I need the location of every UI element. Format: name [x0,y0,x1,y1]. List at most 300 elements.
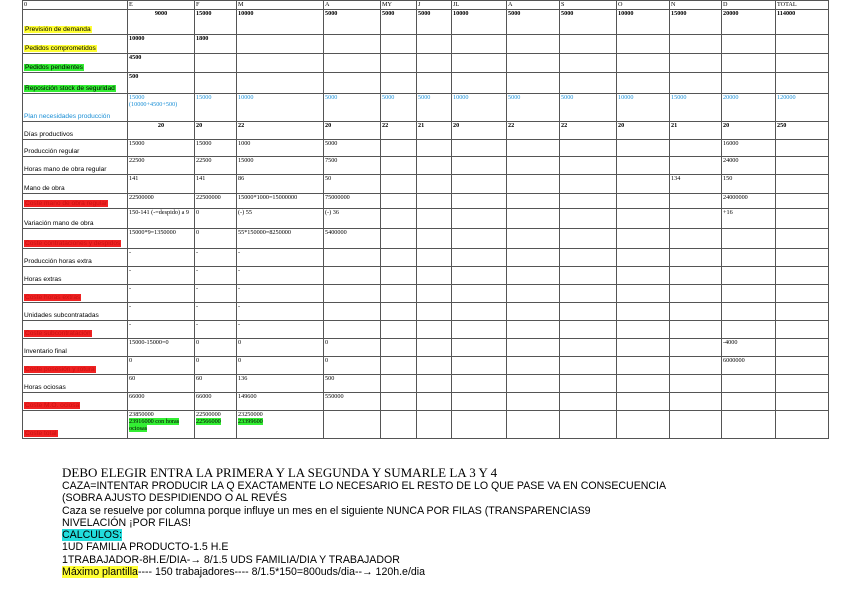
table-cell [381,35,417,54]
table-cell [195,175,237,194]
column-header: A [324,1,381,10]
table-cell [195,321,237,339]
column-header: JL [452,1,507,10]
table-cell [722,357,776,375]
cell-value: - [238,267,241,274]
table-cell [507,73,560,94]
table-row-costetotal [23,411,829,439]
table-cell [722,229,776,249]
table-cell [324,94,381,122]
table-cell [670,157,722,175]
cell-value: 0 [238,339,242,346]
table-cell [128,209,195,229]
table-row-invfinal [23,339,829,357]
row-label [23,10,128,35]
table-cell [617,249,670,267]
cell-value: 0 [196,229,200,236]
table-cell [560,303,617,321]
table-cell [776,73,829,94]
row-label [23,157,128,175]
table-cell [324,194,381,209]
cell-value: 22 [508,122,515,129]
table-cell [381,393,417,411]
table-cell [617,303,670,321]
cell-value: 0 [325,357,329,364]
cell-value: 10000 [453,10,469,17]
table-cell [417,157,452,175]
table-cell [128,140,195,157]
table-cell [452,194,507,209]
table-cell [776,35,829,54]
table-cell [452,375,507,393]
cell-value: - [196,321,199,328]
table-cell [324,393,381,411]
table-cell [452,209,507,229]
row-label-text: Producción regular [24,148,80,155]
table-cell [237,35,324,54]
table-cell [617,393,670,411]
table-cell [670,175,722,194]
row-label-text: Coste contrataciones y despidos [25,240,121,247]
table-cell [560,357,617,375]
table-cell [560,54,617,73]
table-cell [324,375,381,393]
table-cell [722,267,776,285]
cell-value: 5000 [561,10,574,17]
table-cell [776,10,829,35]
table-cell [324,285,381,303]
table-cell [560,209,617,229]
table-cell [237,285,324,303]
cell-value: 150-141 (-=despido) a 9 [129,209,190,216]
notes-line-trabajador: 1TRABAJADOR-8H.E/DIA-→ 8/1.5 UDS FAMILIA/DIA Y TRABAJADOR [62,553,400,566]
cell-value: - [196,267,199,274]
table-cell [128,157,195,175]
cell-value: 141 [196,175,206,182]
row-label [23,339,128,357]
table-cell [617,54,670,73]
table-cell [324,339,381,357]
table-cell [381,157,417,175]
notes-heading: DEBO ELEGIR ENTRA LA PRIMERA Y LA SEGUNDA Y SUMARLE LA 3 Y 4 [62,465,498,480]
cell-value: 120000 [777,94,796,101]
table-cell [617,375,670,393]
row-label-text: Plan necesidades producción [24,113,111,120]
cell-value: 15000*9=1350000 [129,229,176,236]
table-cell [417,285,452,303]
table-cell [776,209,829,229]
table-cell [670,411,722,439]
cell-value-highlight: 22566000 [196,418,221,425]
table-row-subcont [23,303,829,321]
table-cell [417,194,452,209]
table-cell [776,339,829,357]
table-cell [722,393,776,411]
row-label [23,285,128,303]
cell-value: 22 [561,122,568,129]
max-plantilla-text: ---- 150 trabajadores---- 8/1.5*150=800uds/dia--→ 120h.e/dia [137,566,426,579]
table-cell [560,249,617,267]
table-cell [617,229,670,249]
row-label-text: Pedidos pendientes [25,64,83,71]
cell-value: 7500 [325,157,338,164]
table-cell [128,175,195,194]
cell-value: 5000 [325,10,338,17]
table-cell [507,140,560,157]
cell-value: 5000 [508,94,521,101]
table-cell [776,122,829,140]
table-cell [381,209,417,229]
row-label-text: Horas mano de obra regular [24,166,107,173]
table-row-ociosas [23,375,829,393]
cell-value: 10000 [129,35,145,42]
cell-value: 66000 [129,393,145,400]
table-row-plan [23,94,829,122]
table-cell [237,157,324,175]
cell-value: 5000 [418,94,431,101]
table-cell [507,339,560,357]
table-cell [195,54,237,73]
table-cell [722,321,776,339]
cell-value: 0 [196,339,200,346]
table-row-costeocio [23,393,829,411]
cell-value: (-) 55 [238,209,252,216]
cell-value: 22 [382,122,389,129]
row-label-text: Coste horas extras [25,294,81,301]
table-cell [507,267,560,285]
row-label-text: Producción horas extra [24,258,92,265]
table-cell [670,249,722,267]
table-cell [324,303,381,321]
table-cell [381,140,417,157]
table-cell [381,267,417,285]
notes-calculos-heading: CALCULOS: [62,529,123,542]
table-cell [452,249,507,267]
table-cell [722,140,776,157]
table-cell [381,375,417,393]
column-header: S [560,1,617,10]
row-label-text: Pedidos comprometidos [25,45,96,52]
table-cell [324,249,381,267]
cell-value: 10000 [618,10,634,17]
cell-value: - [238,249,241,256]
table-cell [417,54,452,73]
table-cell [237,357,324,375]
table-cell [237,54,324,73]
cell-value: 5000 [382,10,395,17]
cell-value: 0 [196,357,200,364]
table-cell [560,94,617,122]
row-label-text: Horas extras [24,276,62,283]
row-label-text: Coste total [25,430,57,437]
cell-value: 10000 [618,94,634,101]
cell-value: - [129,249,132,256]
table-cell [670,321,722,339]
cell-value: 5400000 [325,229,347,236]
table-cell [324,321,381,339]
cell-value: 75000000 [325,194,350,201]
table-cell [195,339,237,357]
table-cell [417,411,452,439]
table-cell [507,285,560,303]
table-cell [381,321,417,339]
table-cell [670,285,722,303]
table-cell [560,35,617,54]
table-cell [381,194,417,209]
table-cell [324,157,381,175]
table-cell [452,321,507,339]
table-cell [417,175,452,194]
table-cell [776,140,829,157]
table-cell [195,157,237,175]
table-cell [452,10,507,35]
cell-value: 136 [238,375,248,382]
table-cell [237,229,324,249]
row-label-text: Reposición stock de seguridad [25,85,115,92]
table-cell [195,140,237,157]
column-header: TOTAL [776,1,829,10]
row-label-text: Coste M.O. ociosa [25,402,80,409]
table-cell [560,122,617,140]
table-cell [237,175,324,194]
cell-value: 5000 [382,94,395,101]
column-header: 0 [23,1,128,10]
table-row-costecont [23,229,829,249]
row-label [23,35,128,54]
cell-value: 22500000 [196,194,221,201]
table-cell [237,339,324,357]
row-label [23,303,128,321]
table-cell [128,321,195,339]
table-cell [324,140,381,157]
row-label [23,175,128,194]
table-cell [776,94,829,122]
cell-value: - [196,285,199,292]
table-cell [722,175,776,194]
table-cell [507,94,560,122]
table-cell [722,122,776,140]
table-cell [722,375,776,393]
table-cell [722,194,776,209]
row-label [23,54,128,73]
table-cell [195,267,237,285]
table-cell [195,303,237,321]
cell-value: 22500 [129,157,145,164]
table-cell [452,73,507,94]
table-cell [381,249,417,267]
table-cell [670,94,722,122]
row-label [23,140,128,157]
cell-value: 22 [238,122,245,129]
table-cell [237,122,324,140]
cell-value: 60 [196,375,203,382]
cell-value: 15000-15000=0 [129,339,169,346]
table-cell [776,54,829,73]
table-cell [128,94,195,122]
cell-value: 5000 [325,94,338,101]
table-cell [417,267,452,285]
row-label-text: Horas ociosas [24,384,66,391]
table-cell [617,122,670,140]
cell-value: 15000 [671,10,687,17]
table-cell [670,10,722,35]
table-cell [776,194,829,209]
cell-value: - [129,285,132,292]
table-cell [617,10,670,35]
cell-value: 20000 [723,94,739,101]
cell-value: 15000 [196,140,212,147]
table-cell [722,249,776,267]
table-cell [417,209,452,229]
table-cell [324,209,381,229]
table-cell [617,157,670,175]
table-cell [670,140,722,157]
notes-line-nivelacion: NIVELACIÓN ¡POR FILAS! [62,516,191,529]
table-cell [776,267,829,285]
table-row-comprometidos [23,35,829,54]
table-cell [452,303,507,321]
table-cell [776,157,829,175]
table-cell [452,285,507,303]
table-cell [417,229,452,249]
table-cell [617,285,670,303]
cell-value: 5000 [508,10,521,17]
table-cell [507,357,560,375]
notes-block [62,465,666,578]
table-cell [237,194,324,209]
table-cell [452,229,507,249]
table-cell [617,411,670,439]
table-cell [776,175,829,194]
table-cell [195,285,237,303]
column-header: M [237,1,324,10]
table-cell [670,375,722,393]
table-cell [507,411,560,439]
table-cell [195,122,237,140]
table-row-mano [23,175,829,194]
table-cell [381,54,417,73]
row-label [23,375,128,393]
cell-value: 23250000 [238,411,263,418]
table-cell [381,229,417,249]
table-cell [560,157,617,175]
table-cell [381,73,417,94]
table-cell [128,285,195,303]
row-label-text: Coste subcontratación [25,330,91,337]
cell-value: - [129,321,132,328]
cell-value: 0 [129,357,133,364]
table-cell [237,209,324,229]
table-cell [722,54,776,73]
table-cell [507,393,560,411]
table-cell [722,303,776,321]
table-row-prevision [23,10,829,35]
table-cell [670,303,722,321]
table-cell [722,73,776,94]
cell-value: 15000 [238,157,254,164]
cell-value: 9000 [154,10,168,17]
cell-value: 20 [157,122,165,129]
table-cell [237,393,324,411]
column-header: A [507,1,560,10]
table-cell [381,122,417,140]
table-cell [670,357,722,375]
table-cell [722,10,776,35]
table-cell [670,35,722,54]
notes-line-familia: 1UD FAMILIA PRODUCTO-1.5 H.E [62,541,229,554]
table-cell [617,321,670,339]
cell-value: 86 [238,175,245,182]
row-label-text: Unidades subcontratadas [24,312,99,319]
cell-value: 550000 [325,393,344,400]
table-cell [776,285,829,303]
row-label-text: Coste posesión y rotura [25,366,95,373]
cell-value: - [196,303,199,310]
planning-table [22,0,829,439]
table-cell [128,411,195,439]
table-cell [452,54,507,73]
table-cell [128,267,195,285]
cell-value: - [238,303,241,310]
table-cell [452,267,507,285]
table-cell [195,10,237,35]
table-row-costesub [23,321,829,339]
cell-value: - [238,285,241,292]
table-cell [417,321,452,339]
cell-value: 10000 [238,94,254,101]
table-cell [617,73,670,94]
table-cell [324,35,381,54]
table-cell [195,209,237,229]
table-row-costeposesion [23,357,829,375]
notes-line-plantilla [62,566,666,578]
column-header: O [617,1,670,10]
table-cell [560,10,617,35]
cell-value: 66000 [196,393,212,400]
row-label [23,357,128,375]
cell-value: 500 [129,73,139,80]
table-cell [507,54,560,73]
cell-value: -4000 [723,339,738,346]
table-cell [776,229,829,249]
cell-value: 10000 [453,94,469,101]
table-cell [617,35,670,54]
table-cell [670,54,722,73]
table-cell [128,375,195,393]
table-cell [776,303,829,321]
row-label [23,393,128,411]
cell-value: 16000 [723,140,739,147]
cell-value: 20 [325,122,332,129]
table-cell [417,10,452,35]
cell-value: - [129,303,132,310]
table-cell [237,73,324,94]
table-cell [417,73,452,94]
table-cell [452,157,507,175]
table-cell [560,339,617,357]
notes-line-caza: CAZA=INTENTAR PRODUCIR LA Q EXACTAMENTE LO NECESARIO EL RESTO DE LO QUE PASE VA EN CONSECUENCIA [62,480,667,492]
table-cell [195,194,237,209]
table-cell [560,267,617,285]
table-cell [670,73,722,94]
cell-value: 114000 [777,10,796,17]
table-cell [128,35,195,54]
table-cell [381,285,417,303]
table-cell [670,209,722,229]
cell-value: 24000 [723,157,739,164]
table-cell [417,122,452,140]
row-label [23,73,128,94]
